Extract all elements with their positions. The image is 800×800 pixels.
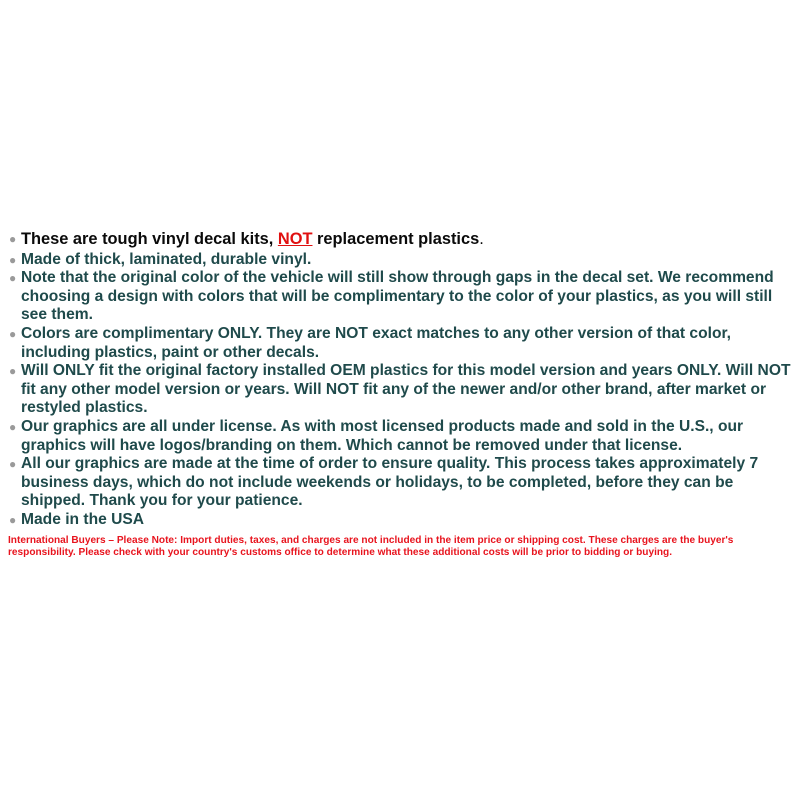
item-period: . <box>479 230 484 248</box>
bullet-icon: ● <box>9 326 17 341</box>
item-text: Our graphics are all under license. As with most licensed products made and sold in the U.S., our graphics will have logos/branding on them. Which cannot be removed under that license. <box>21 417 744 454</box>
bullet-icon: ● <box>9 419 17 434</box>
list-item <box>8 325 798 362</box>
item-text: Made in the USA <box>21 510 145 528</box>
bullet-icon: ● <box>9 232 17 246</box>
item-text: Will ONLY fit the original factory installed OEM plastics for this model version and years ONLY. Will NOT fit any other model version or years. Will NOT fit any of the newer and/or other brand, after market or restyled plastics. <box>21 362 791 417</box>
list-item <box>8 511 798 530</box>
item-text: Made of thick, laminated, durable vinyl. <box>21 250 312 268</box>
list-item <box>8 362 798 418</box>
item-text: All our graphics are made at the time of order to ensure quality. This process takes approximately 7 business days, which do not include weekends or holidays, to be completed, before they can be shipped. Thank you for your patience. <box>21 455 759 510</box>
product-notice <box>8 230 798 559</box>
item-text-start: These are tough vinyl decal kits, <box>21 230 278 248</box>
list-item <box>8 455 798 511</box>
bullet-icon: ● <box>9 512 17 527</box>
international-buyers-notice: International Buyers – Please Note: Import duties, taxes, and charges are not included in the item price or shipping cost. These charges are the buyer's responsibility. Please check with your country's customs office to determine what these additional costs will be prior to bidding or buying. <box>8 534 734 558</box>
list-item <box>8 269 798 325</box>
bullet-icon: ● <box>9 252 17 267</box>
not-emphasis: NOT <box>277 230 313 248</box>
list-item <box>8 230 798 249</box>
bullet-icon: ● <box>9 271 17 286</box>
list-item <box>8 418 798 455</box>
list-item <box>8 251 798 270</box>
item-text: Colors are complimentary ONLY. They are NOT exact matches to any other version of that color, including plastics, paint or other decals. <box>21 324 732 361</box>
item-text: Note that the original color of the vehicle will still show through gaps in the decal set. We recommend choosing a design with colors that will be complimentary to the color of your plastics, as you will still see them. <box>21 269 774 324</box>
feature-list <box>8 230 798 530</box>
bullet-icon: ● <box>9 457 17 472</box>
bullet-icon: ● <box>9 364 17 379</box>
item-text-end: replacement plastics <box>312 230 480 248</box>
